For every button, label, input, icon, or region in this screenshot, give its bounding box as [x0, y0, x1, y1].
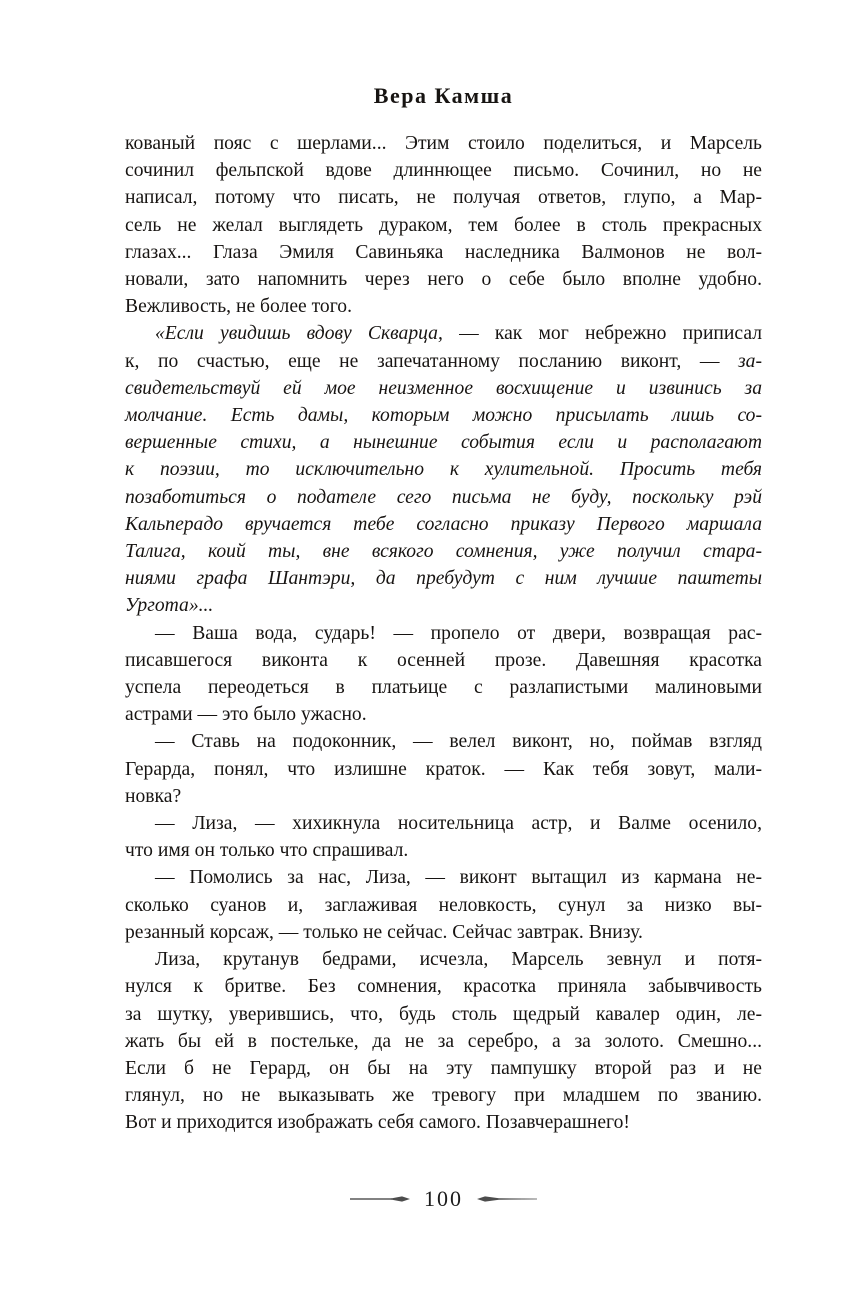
text-line: сколько суанов и, заглаживая неловкость, сунул за низко вы- — [125, 894, 762, 916]
text-line: астрами — это было ужасно. — [125, 704, 367, 726]
text-line: глянул, но не выказывать же тревогу при младшем по званию. — [125, 1085, 762, 1107]
text-line: нулся к бритве. Без сомнения, красотка приняла забывчивость — [125, 976, 762, 998]
text-line: сочинил фельпской вдове длиннющее письмо. Сочинил, но не — [125, 160, 762, 182]
text-line: глазах... Глаза Эмиля Савиньяка наследника Валмонов не вол- — [125, 241, 762, 263]
text-line: новали, зато напомнить через него о себе было вполне удобно. — [125, 269, 762, 291]
running-head-author: Вера Камша — [373, 83, 514, 108]
text-segment-upright: — как мог небрежно приписал — [459, 323, 762, 345]
paragraph-dialogue-liza — [125, 810, 762, 864]
text-line: — Ставь на подоконник, — велел виконт, но, поймав взгляд — [155, 731, 762, 753]
text-line: Лиза, крутанув бедрами, исчезла, Марсель зевнул и потя- — [155, 949, 762, 971]
text-line: ниями графа Шантэри, да пребудут с ним лучшие паштеты — [125, 568, 762, 590]
text-line: к поэзии, то исключительно к хулительной. Просить тебя — [125, 459, 762, 481]
text-line: новка? — [125, 785, 182, 807]
paragraph-dialogue-windowsill — [125, 728, 762, 810]
page-footer — [125, 1186, 762, 1212]
text-line: молчание. Есть дамы, которым можно присылать лишь со- — [125, 405, 762, 427]
text-line — [125, 320, 762, 347]
text-line: вершенные стихи, а нынешние события если и располагают — [125, 432, 762, 454]
text-line: успела переодеться в платьице с разлапистыми малиновыми — [125, 677, 762, 699]
text-line: жать бы ей в постельке, да не за серебро, а за золото. Смешно... — [125, 1030, 762, 1052]
text-segment-italic: «Если увидишь вдову Скварца, — [155, 323, 460, 345]
text-line: Кальперадо вручается тебе согласно приказу Первого маршала — [125, 513, 762, 535]
text-line: — Ваша вода, сударь! — пропело от двери, возвращая рас- — [155, 622, 762, 644]
text-segment-upright: к, по счастью, еще не запечатанному посланию виконт, — — [125, 350, 739, 372]
page-number: 100 — [424, 1186, 463, 1211]
text-line: писавшегося виконта к осенней прозе. Давешняя красотка — [125, 649, 762, 671]
text-line: написал, потому что писать, не получая ответов, глупо, а Мар- — [125, 187, 762, 209]
text-line: Вежливость, не более того. — [125, 296, 352, 318]
text-line: Вот и приходится изображать себя самого. Позавчерашнего! — [125, 1112, 630, 1134]
footer-ornament-right-icon — [475, 1195, 537, 1203]
text-line: за шутку, уверившись, что, будь столь щедрый кавалер один, ле- — [125, 1003, 762, 1025]
text-line: кованый пояс с шерлами... Этим стоило поделиться, и Марсель — [125, 133, 762, 154]
text-line: — Лиза, — хихикнула носительница астр, и Валме осенило, — [155, 813, 762, 835]
text-line: Ургота»... — [125, 595, 214, 617]
text-line: резанный корсаж, — только не сейчас. Сейчас завтрак. Внизу. — [125, 921, 643, 943]
text-block — [125, 130, 762, 1137]
paragraph-letter-quote — [125, 320, 762, 619]
text-line: свидетельствуй ей мое неизменное восхищение и извинись за — [125, 377, 762, 399]
text-line: Талига, коий ты, вне всякого сомнения, уже получил стара- — [125, 541, 762, 563]
paragraph-closing — [125, 946, 762, 1136]
paragraph-dialogue-pray — [125, 864, 762, 946]
text-line: позаботиться о подателе сего письма не буду, поскольку рэй — [125, 486, 762, 508]
text-line: — Помолись за нас, Лиза, — виконт вытащил из кармана не- — [155, 867, 762, 889]
paragraph-continuation — [125, 130, 762, 320]
text-line: Герарда, понял, что излишне краток. — Как тебя зовут, мали- — [125, 758, 762, 780]
text-line — [125, 348, 762, 375]
footer-ornament-left-icon — [350, 1195, 412, 1203]
text-line: Если б не Герард, он бы на эту пампушку второй раз и не — [125, 1057, 762, 1079]
paragraph-dialogue-water — [125, 620, 762, 729]
text-line: что имя он только что спрашивал. — [125, 840, 409, 862]
text-segment-italic: за- — [738, 350, 762, 372]
text-line: сель не желал выглядеть дураком, тем более в столь прекрасных — [125, 214, 762, 236]
